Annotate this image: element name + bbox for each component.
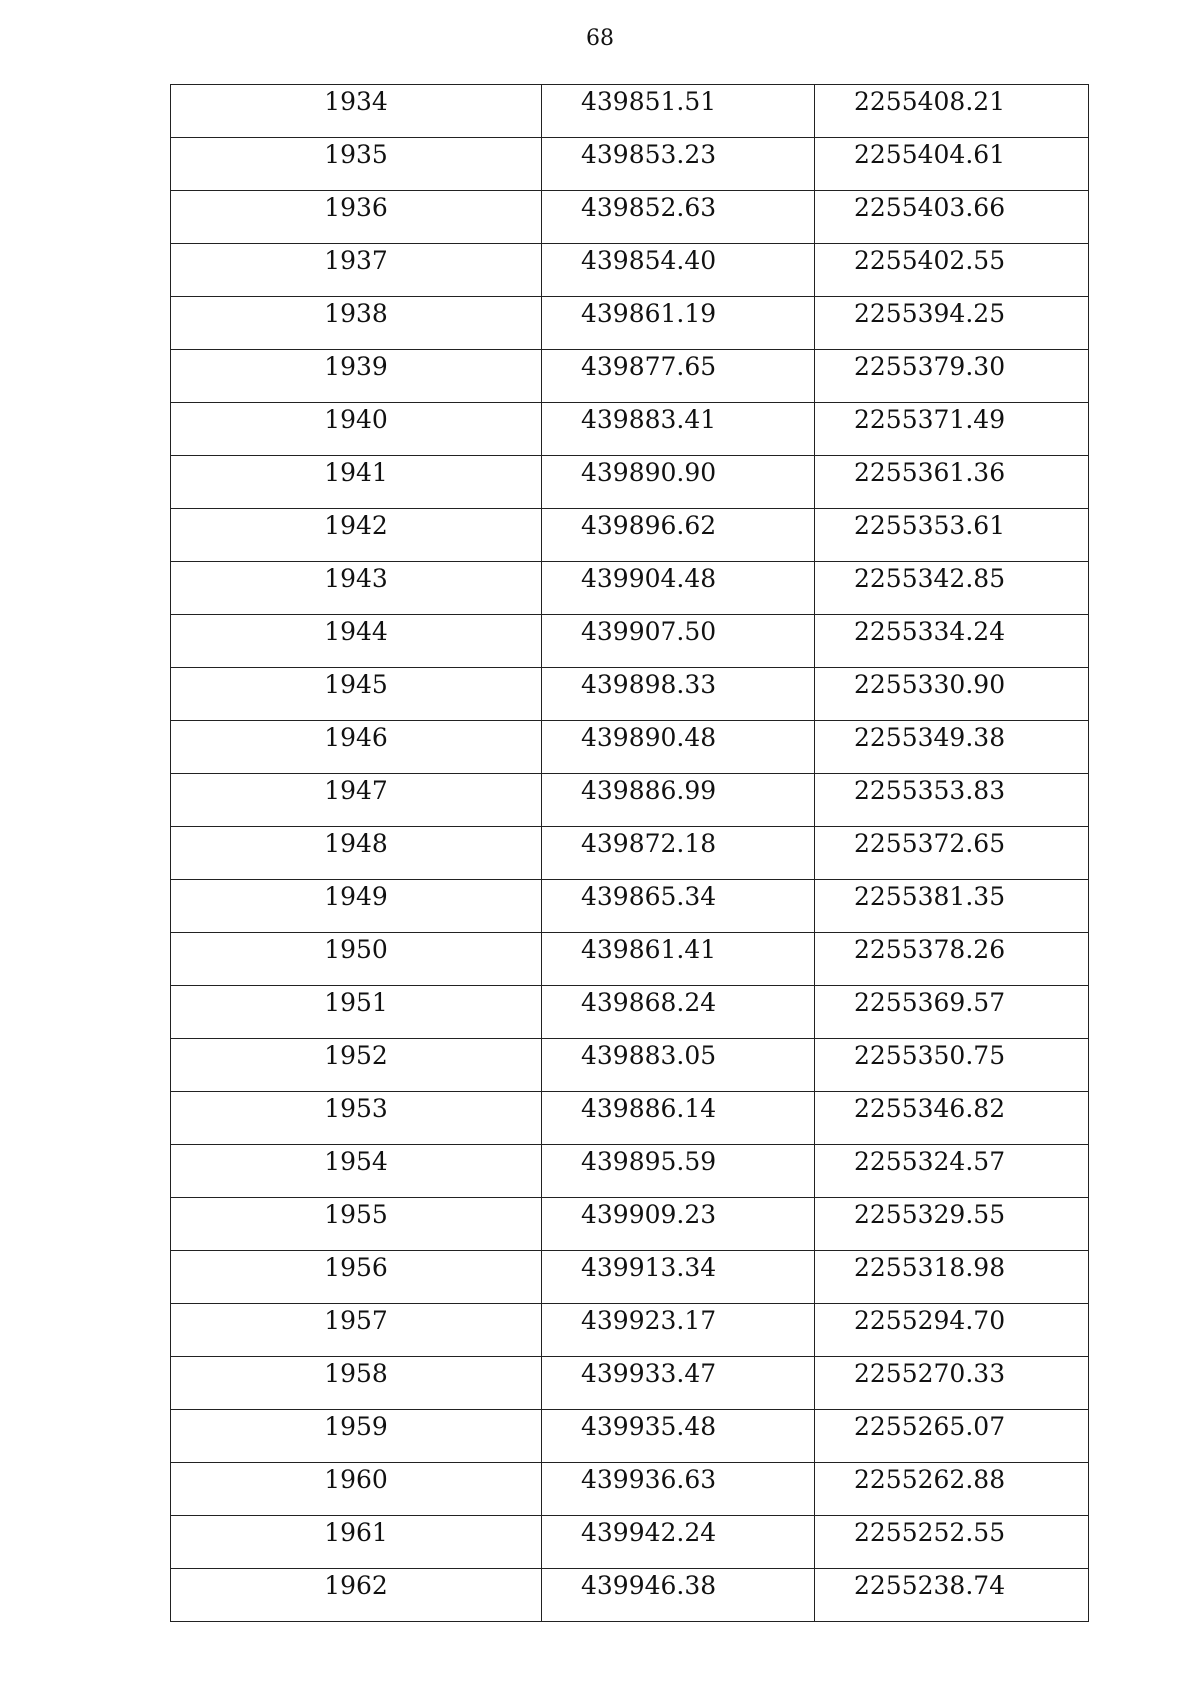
y-coordinate-cell: 2255361.36 (815, 456, 1089, 509)
x-coordinate-cell: 439865.34 (542, 880, 815, 933)
point-id-cell: 1962 (171, 1569, 542, 1622)
x-coordinate-cell: 439913.34 (542, 1251, 815, 1304)
point-id-cell: 1936 (171, 191, 542, 244)
table-row (171, 1304, 1089, 1357)
table-row (171, 615, 1089, 668)
x-coordinate-cell: 439886.14 (542, 1092, 815, 1145)
point-id-cell: 1956 (171, 1251, 542, 1304)
x-coordinate-cell: 439851.51 (542, 85, 815, 138)
point-id-cell: 1948 (171, 827, 542, 880)
point-id-cell: 1959 (171, 1410, 542, 1463)
table-row (171, 986, 1089, 1039)
y-coordinate-cell: 2255346.82 (815, 1092, 1089, 1145)
point-id-cell: 1954 (171, 1145, 542, 1198)
y-coordinate-cell: 2255262.88 (815, 1463, 1089, 1516)
x-coordinate-cell: 439946.38 (542, 1569, 815, 1622)
coordinates-table (170, 84, 1089, 1622)
point-id-cell: 1941 (171, 456, 542, 509)
x-coordinate-cell: 439852.63 (542, 191, 815, 244)
table-row (171, 1198, 1089, 1251)
table-row (171, 827, 1089, 880)
x-coordinate-cell: 439883.05 (542, 1039, 815, 1092)
point-id-cell: 1951 (171, 986, 542, 1039)
x-coordinate-cell: 439935.48 (542, 1410, 815, 1463)
x-coordinate-cell: 439907.50 (542, 615, 815, 668)
table-row (171, 297, 1089, 350)
y-coordinate-cell: 2255318.98 (815, 1251, 1089, 1304)
table-row (171, 1357, 1089, 1410)
x-coordinate-cell: 439853.23 (542, 138, 815, 191)
point-id-cell: 1945 (171, 668, 542, 721)
y-coordinate-cell: 2255329.55 (815, 1198, 1089, 1251)
point-id-cell: 1942 (171, 509, 542, 562)
point-id-cell: 1947 (171, 774, 542, 827)
point-id-cell: 1955 (171, 1198, 542, 1251)
x-coordinate-cell: 439923.17 (542, 1304, 815, 1357)
table-row (171, 880, 1089, 933)
y-coordinate-cell: 2255353.83 (815, 774, 1089, 827)
table-row (171, 774, 1089, 827)
table-row (171, 1092, 1089, 1145)
table-row (171, 509, 1089, 562)
x-coordinate-cell: 439868.24 (542, 986, 815, 1039)
table-row (171, 350, 1089, 403)
y-coordinate-cell: 2255381.35 (815, 880, 1089, 933)
table-row (171, 244, 1089, 297)
y-coordinate-cell: 2255330.90 (815, 668, 1089, 721)
table-row (171, 1569, 1089, 1622)
point-id-cell: 1944 (171, 615, 542, 668)
table-row (171, 668, 1089, 721)
table-row (171, 1145, 1089, 1198)
point-id-cell: 1949 (171, 880, 542, 933)
x-coordinate-cell: 439898.33 (542, 668, 815, 721)
x-coordinate-cell: 439904.48 (542, 562, 815, 615)
x-coordinate-cell: 439895.59 (542, 1145, 815, 1198)
y-coordinate-cell: 2255404.61 (815, 138, 1089, 191)
x-coordinate-cell: 439877.65 (542, 350, 815, 403)
point-id-cell: 1953 (171, 1092, 542, 1145)
table-row (171, 1516, 1089, 1569)
point-id-cell: 1961 (171, 1516, 542, 1569)
table-row (171, 456, 1089, 509)
table-row (171, 1039, 1089, 1092)
table-row (171, 933, 1089, 986)
y-coordinate-cell: 2255371.49 (815, 403, 1089, 456)
point-id-cell: 1950 (171, 933, 542, 986)
x-coordinate-cell: 439861.41 (542, 933, 815, 986)
x-coordinate-cell: 439942.24 (542, 1516, 815, 1569)
y-coordinate-cell: 2255379.30 (815, 350, 1089, 403)
y-coordinate-cell: 2255270.33 (815, 1357, 1089, 1410)
x-coordinate-cell: 439890.90 (542, 456, 815, 509)
y-coordinate-cell: 2255294.70 (815, 1304, 1089, 1357)
point-id-cell: 1938 (171, 297, 542, 350)
point-id-cell: 1940 (171, 403, 542, 456)
point-id-cell: 1946 (171, 721, 542, 774)
point-id-cell: 1952 (171, 1039, 542, 1092)
point-id-cell: 1939 (171, 350, 542, 403)
point-id-cell: 1957 (171, 1304, 542, 1357)
table-row (171, 191, 1089, 244)
y-coordinate-cell: 2255402.55 (815, 244, 1089, 297)
x-coordinate-cell: 439883.41 (542, 403, 815, 456)
point-id-cell: 1934 (171, 85, 542, 138)
y-coordinate-cell: 2255378.26 (815, 933, 1089, 986)
x-coordinate-cell: 439936.63 (542, 1463, 815, 1516)
y-coordinate-cell: 2255350.75 (815, 1039, 1089, 1092)
x-coordinate-cell: 439890.48 (542, 721, 815, 774)
y-coordinate-cell: 2255265.07 (815, 1410, 1089, 1463)
page-number: 68 (586, 26, 614, 51)
y-coordinate-cell: 2255403.66 (815, 191, 1089, 244)
table-row (171, 562, 1089, 615)
x-coordinate-cell: 439861.19 (542, 297, 815, 350)
table-row (171, 721, 1089, 774)
table-row (171, 1251, 1089, 1304)
point-id-cell: 1937 (171, 244, 542, 297)
y-coordinate-cell: 2255238.74 (815, 1569, 1089, 1622)
coordinates-table-body (171, 85, 1089, 1622)
point-id-cell: 1958 (171, 1357, 542, 1410)
x-coordinate-cell: 439896.62 (542, 509, 815, 562)
table-row (171, 85, 1089, 138)
y-coordinate-cell: 2255394.25 (815, 297, 1089, 350)
y-coordinate-cell: 2255372.65 (815, 827, 1089, 880)
y-coordinate-cell: 2255342.85 (815, 562, 1089, 615)
x-coordinate-cell: 439933.47 (542, 1357, 815, 1410)
x-coordinate-cell: 439886.99 (542, 774, 815, 827)
table-row (171, 403, 1089, 456)
table-row (171, 138, 1089, 191)
x-coordinate-cell: 439854.40 (542, 244, 815, 297)
point-id-cell: 1960 (171, 1463, 542, 1516)
point-id-cell: 1943 (171, 562, 542, 615)
y-coordinate-cell: 2255353.61 (815, 509, 1089, 562)
y-coordinate-cell: 2255252.55 (815, 1516, 1089, 1569)
x-coordinate-cell: 439872.18 (542, 827, 815, 880)
table-row (171, 1410, 1089, 1463)
y-coordinate-cell: 2255334.24 (815, 615, 1089, 668)
table-row (171, 1463, 1089, 1516)
y-coordinate-cell: 2255349.38 (815, 721, 1089, 774)
x-coordinate-cell: 439909.23 (542, 1198, 815, 1251)
y-coordinate-cell: 2255324.57 (815, 1145, 1089, 1198)
y-coordinate-cell: 2255408.21 (815, 85, 1089, 138)
y-coordinate-cell: 2255369.57 (815, 986, 1089, 1039)
point-id-cell: 1935 (171, 138, 542, 191)
